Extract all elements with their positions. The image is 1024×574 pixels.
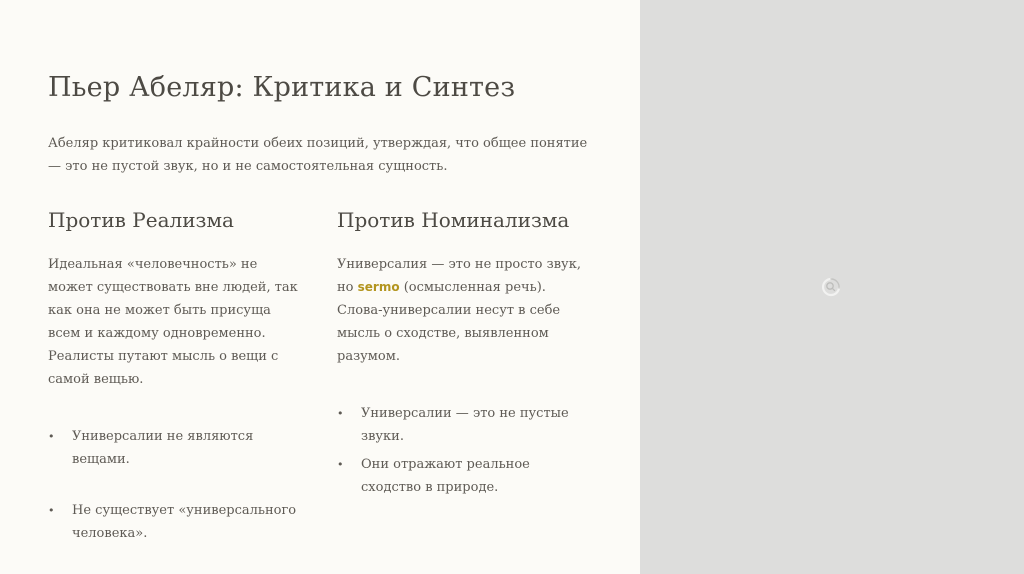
nominalism-bullet-list [337,402,592,499]
list-item-text: Универсалии не являются вещами. [72,429,254,467]
realism-paragraph: Идеальная «человечность» не может существовать вне людей, так как она не может быть присуща всем и каждому одновременно. Реалисты путают мысль о вещи с самой вещью. [48,257,298,387]
list-item [48,425,303,471]
intro-paragraph: Абеляр критиковал крайности обеих позиций, утверждая, что общее понятие — это не пустой звук, но и не самостоятельная сущность. [48,136,588,174]
bullet-icon: • [48,430,55,443]
list-item [337,402,592,448]
column-heading-realism: Против Реализма [48,208,234,232]
column-heading-nominalism: Против Номинализма [337,208,570,232]
nominalism-paragraph-end: (осмысленная речь). Слова-универсалии несут в себе мысль о сходстве, выявленном разумом. [337,280,561,364]
loading-spinner-icon [819,275,843,299]
list-item [337,453,592,499]
bullet-icon: • [337,458,344,471]
list-item-text: Они отражают реальное сходство в природе. [361,457,530,495]
keyword-sermo: sermo [357,280,400,294]
bullet-icon: • [337,407,344,420]
bullet-icon: • [48,504,55,517]
list-item [48,499,303,545]
column-against-nominalism [337,205,592,499]
realism-bullet-list [48,425,303,545]
list-item-text: Универсалии — это не пустые звуки. [361,406,569,444]
nominalism-paragraph-start: Универсалия — это не просто звук, но [337,257,581,295]
list-item-text: Не существует «универсального человека». [72,503,297,541]
slide-title: Пьер Абеляр: Критика и Синтез [48,72,516,103]
column-against-realism [48,205,303,545]
nominalism-paragraph [337,253,592,368]
